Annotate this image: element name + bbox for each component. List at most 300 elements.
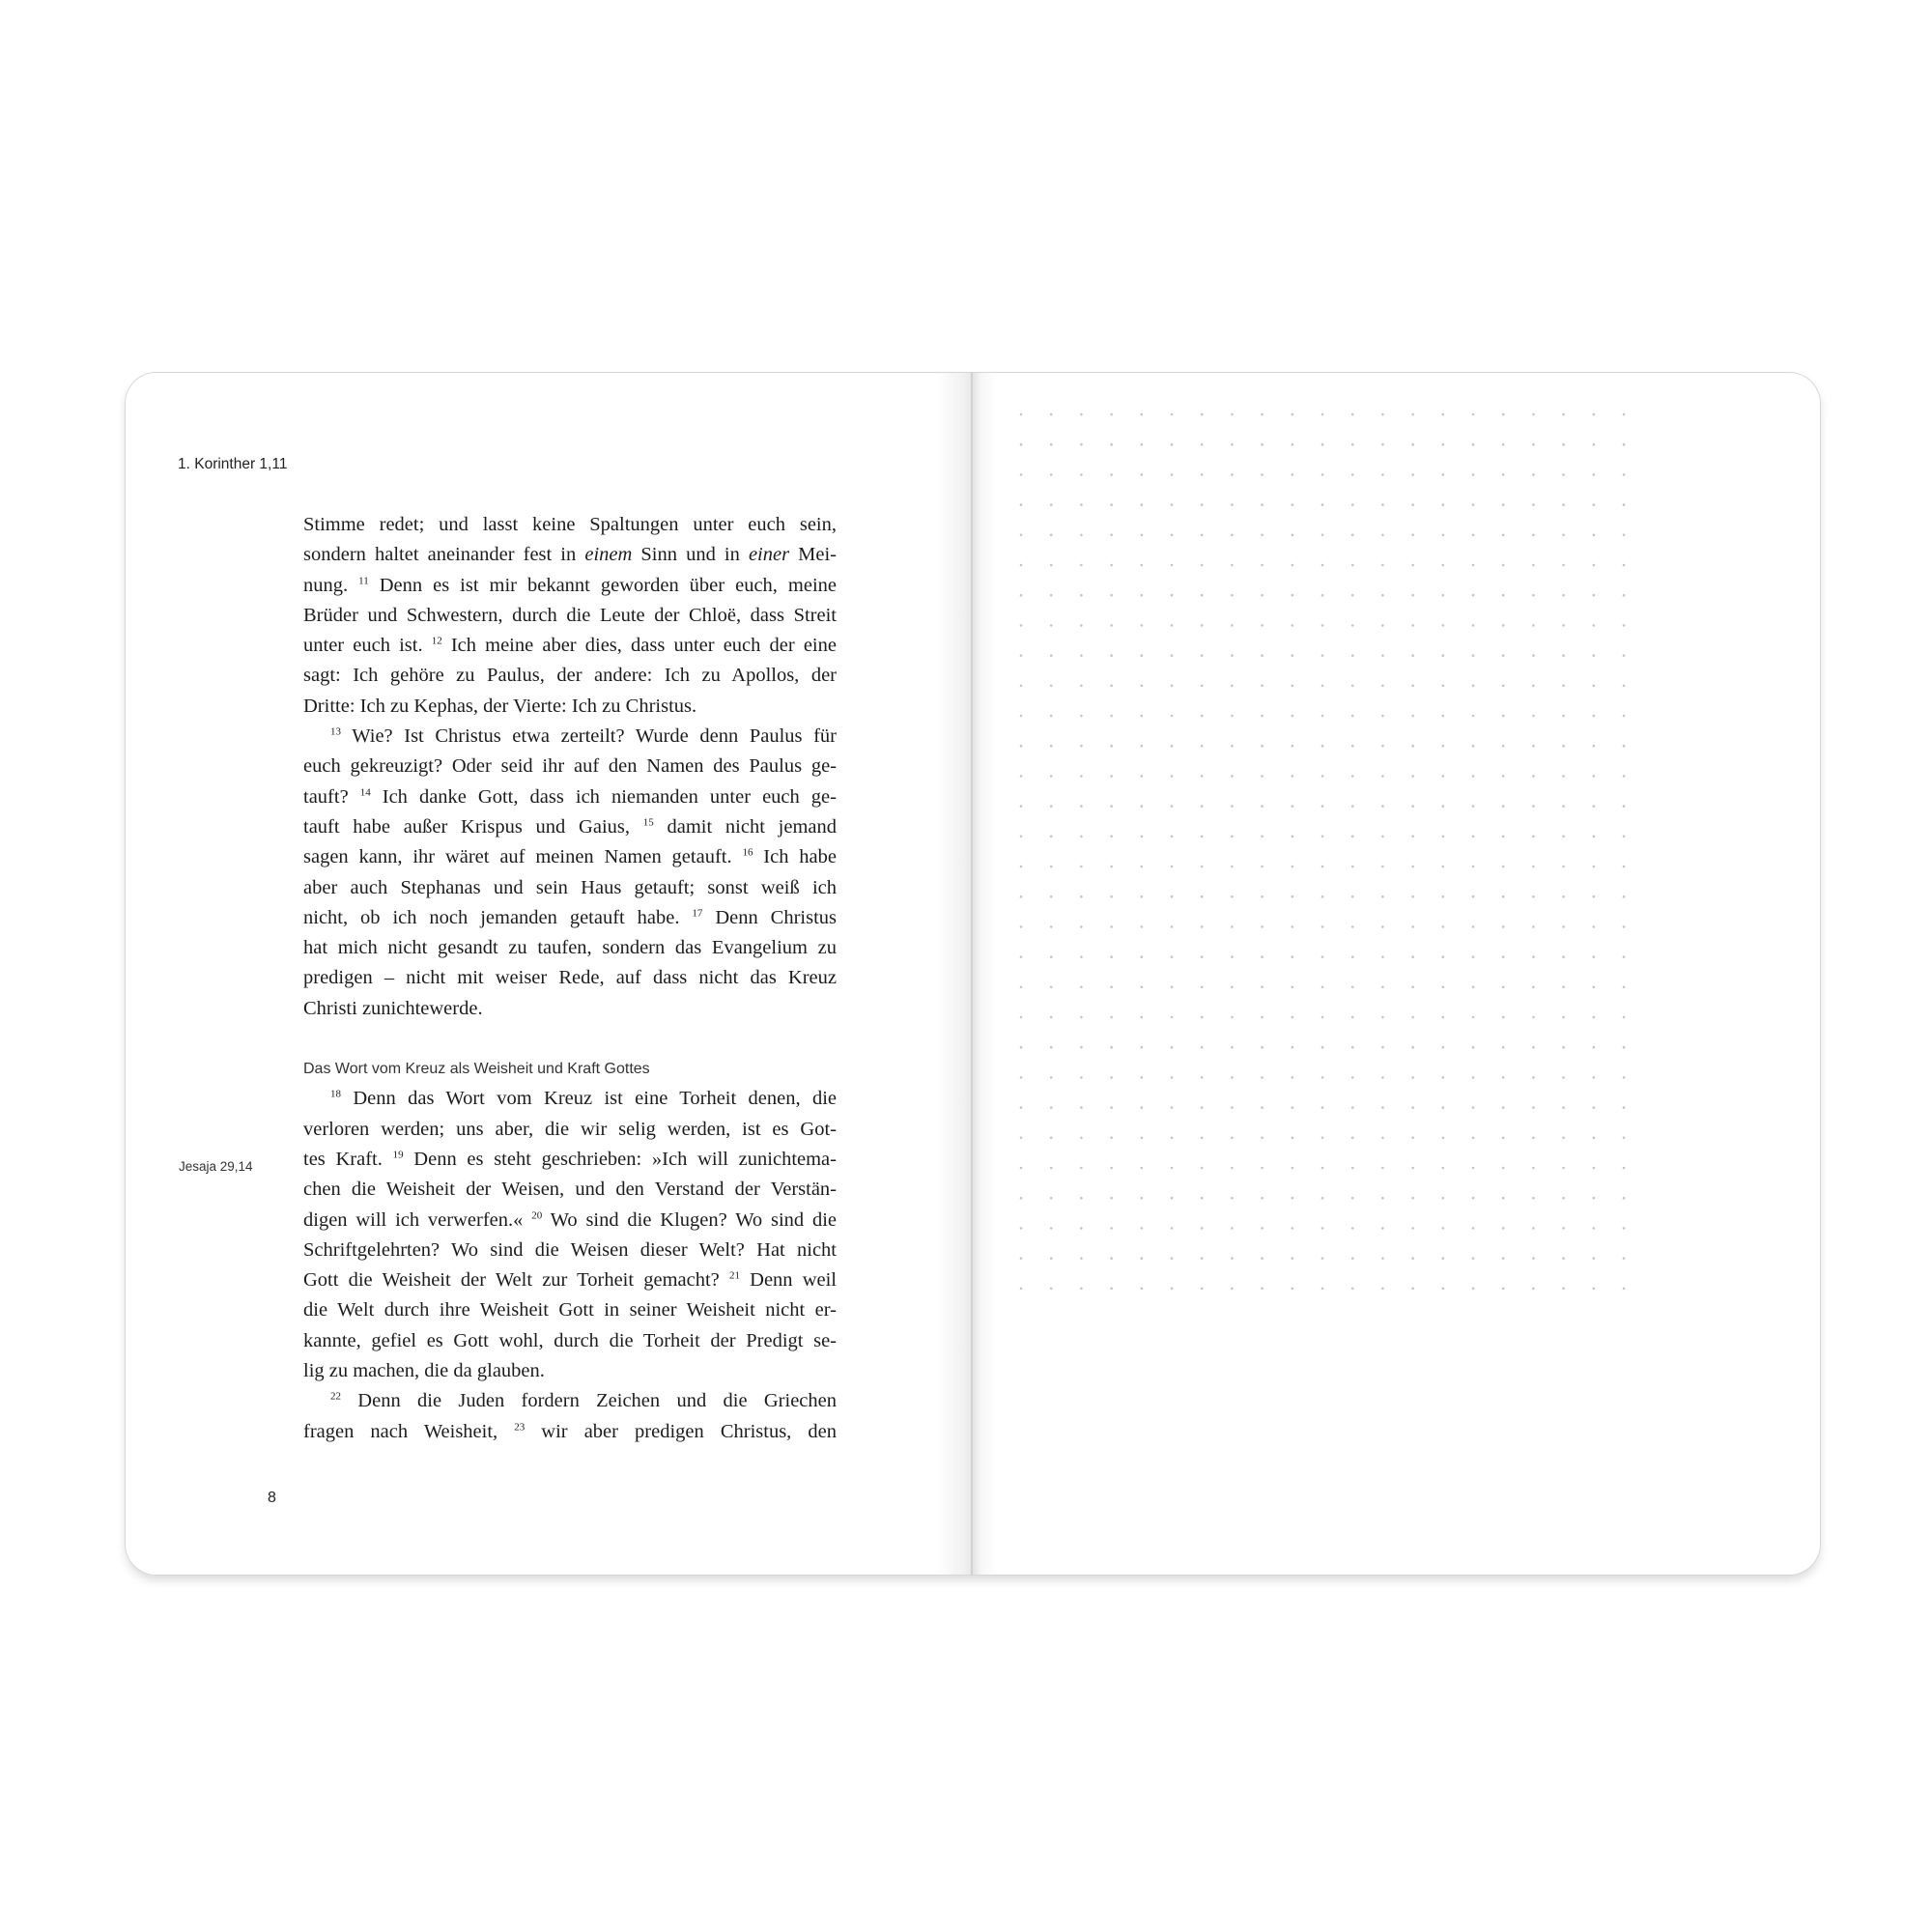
text-line: predigen – nicht mit weiser Rede, auf dass nicht das Kreuz (303, 967, 837, 989)
grid-dot (1171, 654, 1174, 657)
grid-dot (1141, 836, 1144, 838)
grid-dot (1442, 805, 1445, 808)
verse-number: 20 (531, 1208, 543, 1221)
grid-dot (1110, 986, 1113, 989)
grid-dot (1411, 654, 1414, 657)
grid-dot (1593, 1016, 1596, 1019)
grid-dot (1231, 836, 1234, 838)
grid-dot (1532, 805, 1535, 808)
grid-dot (1532, 745, 1535, 748)
grid-dot (1110, 1137, 1113, 1140)
grid-dot (1201, 715, 1204, 718)
grid-dot (1080, 745, 1083, 748)
grid-dot (1623, 1197, 1626, 1200)
grid-dot (1593, 473, 1596, 476)
grid-dot (1321, 443, 1324, 446)
grid-dot (1261, 473, 1264, 476)
grid-dot (1050, 1137, 1053, 1140)
grid-dot (1442, 955, 1445, 958)
grid-dot (1080, 1106, 1083, 1109)
verse-number: 14 (359, 785, 371, 798)
grid-dot (1532, 866, 1535, 868)
grid-dot (1381, 534, 1384, 537)
grid-dot (1321, 1137, 1324, 1140)
grid-dot (1292, 564, 1294, 567)
grid-dot (1020, 1076, 1023, 1079)
grid-dot (1201, 805, 1204, 808)
text-line: sagen kann, ihr wäret auf meinen Namen getauft. $^{16}$ Ich habe (303, 846, 837, 868)
grid-dot (1351, 1257, 1354, 1260)
grid-dot (1080, 624, 1083, 627)
grid-dot (1231, 624, 1234, 627)
grid-dot (1050, 1016, 1053, 1019)
grid-dot (1593, 1257, 1596, 1260)
grid-dot (1261, 955, 1264, 958)
grid-dot (1201, 503, 1204, 506)
grid-dot (1472, 1046, 1475, 1049)
grid-dot (1020, 443, 1023, 446)
grid-dot (1442, 745, 1445, 748)
grid-dot (1562, 564, 1565, 567)
grid-dot (1623, 1106, 1626, 1109)
grid-dot (1532, 1288, 1535, 1291)
dot-grid (972, 373, 1820, 1575)
text-line: aber auch Stephanas und sein Haus getauft; sonst weiß ich (303, 876, 837, 898)
grid-dot (1201, 1016, 1204, 1019)
grid-dot (1201, 745, 1204, 748)
grid-dot (1623, 775, 1626, 778)
grid-dot (1411, 1167, 1414, 1170)
grid-dot (1593, 1197, 1596, 1200)
grid-dot (1110, 1046, 1113, 1049)
grid-dot (1201, 1197, 1204, 1200)
grid-dot (1593, 413, 1596, 416)
grid-dot (1472, 473, 1475, 476)
grid-dot (1472, 1016, 1475, 1019)
grid-dot (1231, 1167, 1234, 1170)
grid-dot (1080, 1227, 1083, 1230)
grid-dot (1411, 925, 1414, 928)
spine-gutter (971, 373, 973, 1575)
grid-dot (1502, 1016, 1505, 1019)
grid-dot (1020, 836, 1023, 838)
grid-dot (1381, 1076, 1384, 1079)
grid-dot (1110, 534, 1113, 537)
grid-dot (1593, 564, 1596, 567)
grid-dot (1351, 443, 1354, 446)
grid-dot (1321, 564, 1324, 567)
grid-dot (1080, 1197, 1083, 1200)
grid-dot (1171, 866, 1174, 868)
grid-dot (1351, 1288, 1354, 1291)
grid-dot (1442, 413, 1445, 416)
grid-dot (1442, 715, 1445, 718)
grid-dot (1292, 986, 1294, 989)
grid-dot (1020, 1227, 1023, 1230)
text-line: die Welt durch ihre Weisheit Gott in seiner Weisheit nicht er- (303, 1299, 837, 1321)
grid-dot (1261, 1167, 1264, 1170)
grid-dot (1502, 1167, 1505, 1170)
grid-dot (1141, 443, 1144, 446)
grid-dot (1442, 836, 1445, 838)
grid-dot (1110, 443, 1113, 446)
grid-dot (1532, 534, 1535, 537)
grid-dot (1261, 594, 1264, 597)
grid-dot (1442, 1076, 1445, 1079)
grid-dot (1623, 1288, 1626, 1291)
grid-dot (1502, 624, 1505, 627)
grid-dot (1020, 503, 1023, 506)
grid-dot (1623, 925, 1626, 928)
grid-dot (1231, 594, 1234, 597)
grid-dot (1050, 1076, 1053, 1079)
grid-dot (1080, 805, 1083, 808)
grid-dot (1321, 1106, 1324, 1109)
grid-dot (1292, 955, 1294, 958)
grid-dot (1171, 413, 1174, 416)
right-page-dot-grid (972, 373, 1820, 1575)
grid-dot (1351, 685, 1354, 688)
grid-dot (1623, 1167, 1626, 1170)
grid-dot (1050, 1227, 1053, 1230)
grid-dot (1050, 715, 1053, 718)
grid-dot (1201, 534, 1204, 537)
grid-dot (1050, 745, 1053, 748)
grid-dot (1231, 866, 1234, 868)
grid-dot (1261, 895, 1264, 898)
grid-dot (1623, 534, 1626, 537)
grid-dot (1261, 1106, 1264, 1109)
grid-dot (1502, 473, 1505, 476)
grid-dot (1562, 413, 1565, 416)
grid-dot (1321, 1227, 1324, 1230)
grid-dot (1050, 685, 1053, 688)
grid-dot (1442, 866, 1445, 868)
grid-dot (1171, 594, 1174, 597)
grid-dot (1593, 805, 1596, 808)
grid-dot (1502, 805, 1505, 808)
grid-dot (1351, 1106, 1354, 1109)
grid-dot (1080, 1167, 1083, 1170)
grid-dot (1050, 473, 1053, 476)
grid-dot (1623, 986, 1626, 989)
grid-dot (1411, 1046, 1414, 1049)
grid-dot (1292, 1227, 1294, 1230)
grid-dot (1562, 1167, 1565, 1170)
grid-dot (1442, 473, 1445, 476)
grid-dot (1623, 413, 1626, 416)
grid-dot (1171, 503, 1174, 506)
grid-dot (1171, 1016, 1174, 1019)
grid-dot (1231, 1197, 1234, 1200)
grid-dot (1562, 1288, 1565, 1291)
grid-dot (1593, 715, 1596, 718)
grid-dot (1502, 1106, 1505, 1109)
grid-dot (1141, 473, 1144, 476)
grid-dot (1411, 895, 1414, 898)
grid-dot (1201, 443, 1204, 446)
grid-dot (1351, 413, 1354, 416)
grid-dot (1141, 1137, 1144, 1140)
grid-dot (1231, 1046, 1234, 1049)
grid-dot (1351, 925, 1354, 928)
grid-dot (1623, 1137, 1626, 1140)
grid-dot (1201, 1076, 1204, 1079)
grid-dot (1020, 925, 1023, 928)
grid-dot (1532, 1016, 1535, 1019)
grid-dot (1562, 805, 1565, 808)
grid-dot (1050, 1257, 1053, 1260)
grid-dot (1050, 654, 1053, 657)
grid-dot (1080, 836, 1083, 838)
grid-dot (1593, 1106, 1596, 1109)
grid-dot (1351, 895, 1354, 898)
grid-dot (1623, 1076, 1626, 1079)
grid-dot (1141, 1046, 1144, 1049)
grid-dot (1321, 925, 1324, 928)
grid-dot (1351, 1137, 1354, 1140)
grid-dot (1442, 986, 1445, 989)
grid-dot (1321, 503, 1324, 506)
grid-dot (1292, 1167, 1294, 1170)
grid-dot (1020, 564, 1023, 567)
grid-dot (1231, 685, 1234, 688)
grid-dot (1381, 775, 1384, 778)
grid-dot (1020, 866, 1023, 868)
grid-dot (1351, 1197, 1354, 1200)
grid-dot (1351, 594, 1354, 597)
text-line: kannte, gefiel es Gott wohl, durch die Torheit der Predigt se- (303, 1329, 837, 1351)
grid-dot (1231, 986, 1234, 989)
verse-number: 22 (330, 1390, 341, 1403)
grid-dot (1411, 1076, 1414, 1079)
grid-dot (1171, 805, 1174, 808)
grid-dot (1141, 775, 1144, 778)
grid-dot (1110, 1076, 1113, 1079)
text-line: $^{22}$ Denn die Juden fordern Zeichen und die Griechen (330, 1390, 837, 1412)
grid-dot (1201, 1257, 1204, 1260)
grid-dot (1261, 805, 1264, 808)
grid-dot (1381, 805, 1384, 808)
grid-dot (1593, 503, 1596, 506)
grid-dot (1532, 1167, 1535, 1170)
grid-dot (1321, 654, 1324, 657)
grid-dot (1201, 1046, 1204, 1049)
grid-dot (1231, 745, 1234, 748)
grid-dot (1532, 775, 1535, 778)
grid-dot (1321, 1257, 1324, 1260)
grid-dot (1502, 1227, 1505, 1230)
scripture-text (303, 510, 837, 1447)
grid-dot (1411, 1257, 1414, 1260)
grid-dot (1080, 715, 1083, 718)
grid-dot (1593, 1046, 1596, 1049)
grid-dot (1292, 624, 1294, 627)
grid-dot (1201, 624, 1204, 627)
grid-dot (1381, 1016, 1384, 1019)
grid-dot (1381, 1288, 1384, 1291)
grid-dot (1292, 685, 1294, 688)
grid-dot (1502, 836, 1505, 838)
grid-dot (1201, 473, 1204, 476)
grid-dot (1623, 715, 1626, 718)
grid-dot (1321, 866, 1324, 868)
grid-dot (1351, 775, 1354, 778)
grid-dot (1171, 925, 1174, 928)
grid-dot (1472, 594, 1475, 597)
grid-dot (1502, 895, 1505, 898)
grid-dot (1442, 685, 1445, 688)
grid-dot (1321, 986, 1324, 989)
grid-dot (1381, 685, 1384, 688)
grid-dot (1292, 1257, 1294, 1260)
grid-dot (1141, 413, 1144, 416)
grid-dot (1472, 534, 1475, 537)
grid-dot (1593, 925, 1596, 928)
grid-dot (1080, 1076, 1083, 1079)
grid-dot (1050, 1046, 1053, 1049)
text-line: tauft habe außer Krispus und Gaius, $^{15}$ damit nicht jemand (303, 815, 837, 838)
grid-dot (1532, 413, 1535, 416)
grid-dot (1442, 1167, 1445, 1170)
grid-dot (1292, 1106, 1294, 1109)
grid-dot (1261, 564, 1264, 567)
grid-dot (1623, 654, 1626, 657)
grid-dot (1532, 986, 1535, 989)
grid-dot (1502, 866, 1505, 868)
grid-dot (1381, 654, 1384, 657)
grid-dot (1351, 1167, 1354, 1170)
grid-dot (1020, 715, 1023, 718)
grid-dot (1110, 836, 1113, 838)
grid-dot (1292, 745, 1294, 748)
grid-dot (1411, 624, 1414, 627)
grid-dot (1020, 413, 1023, 416)
grid-dot (1442, 594, 1445, 597)
grid-dot (1231, 473, 1234, 476)
grid-dot (1080, 955, 1083, 958)
grid-dot (1080, 986, 1083, 989)
grid-dot (1562, 594, 1565, 597)
grid-dot (1020, 1197, 1023, 1200)
grid-dot (1562, 836, 1565, 838)
grid-dot (1080, 866, 1083, 868)
grid-dot (1442, 1046, 1445, 1049)
verse-number: 16 (742, 846, 753, 859)
grid-dot (1381, 986, 1384, 989)
grid-dot (1080, 594, 1083, 597)
grid-dot (1472, 745, 1475, 748)
grid-dot (1562, 1076, 1565, 1079)
grid-dot (1472, 413, 1475, 416)
grid-dot (1562, 624, 1565, 627)
grid-dot (1231, 955, 1234, 958)
grid-dot (1141, 564, 1144, 567)
grid-dot (1623, 503, 1626, 506)
grid-dot (1502, 654, 1505, 657)
grid-dot (1261, 1288, 1264, 1291)
grid-dot (1141, 1257, 1144, 1260)
grid-dot (1171, 473, 1174, 476)
grid-dot (1442, 443, 1445, 446)
grid-dot (1623, 443, 1626, 446)
grid-dot (1472, 805, 1475, 808)
grid-dot (1141, 745, 1144, 748)
grid-dot (1110, 413, 1113, 416)
grid-dot (1381, 1167, 1384, 1170)
grid-dot (1321, 895, 1324, 898)
grid-dot (1532, 624, 1535, 627)
grid-dot (1593, 775, 1596, 778)
grid-dot (1321, 594, 1324, 597)
grid-dot (1261, 443, 1264, 446)
running-head: 1. Korinther 1,11 (178, 456, 288, 472)
grid-dot (1411, 805, 1414, 808)
grid-dot (1321, 1016, 1324, 1019)
grid-dot (1472, 895, 1475, 898)
grid-dot (1292, 503, 1294, 506)
grid-dot (1381, 866, 1384, 868)
grid-dot (1201, 925, 1204, 928)
text-line: lig zu machen, die da glauben. (303, 1360, 545, 1382)
grid-dot (1141, 1288, 1144, 1291)
grid-dot (1381, 836, 1384, 838)
grid-dot (1261, 1197, 1264, 1200)
grid-dot (1110, 895, 1113, 898)
grid-dot (1351, 1046, 1354, 1049)
grid-dot (1292, 594, 1294, 597)
grid-dot (1261, 715, 1264, 718)
grid-dot (1050, 836, 1053, 838)
grid-dot (1351, 745, 1354, 748)
grid-dot (1050, 413, 1053, 416)
grid-dot (1020, 1016, 1023, 1019)
grid-dot (1562, 955, 1565, 958)
grid-dot (1472, 564, 1475, 567)
text-line: Dritte: Ich zu Kephas, der Vierte: Ich zu Christus. (303, 695, 697, 717)
grid-dot (1321, 1076, 1324, 1079)
grid-dot (1141, 1016, 1144, 1019)
grid-dot (1141, 986, 1144, 989)
grid-dot (1110, 1106, 1113, 1109)
grid-dot (1292, 1016, 1294, 1019)
grid-dot (1593, 745, 1596, 748)
grid-dot (1593, 534, 1596, 537)
grid-dot (1231, 1106, 1234, 1109)
grid-dot (1141, 1197, 1144, 1200)
grid-dot (1562, 775, 1565, 778)
grid-dot (1050, 1288, 1053, 1291)
grid-dot (1623, 564, 1626, 567)
grid-dot (1050, 1106, 1053, 1109)
grid-dot (1321, 955, 1324, 958)
grid-dot (1532, 925, 1535, 928)
grid-dot (1532, 895, 1535, 898)
grid-dot (1562, 895, 1565, 898)
grid-dot (1381, 1257, 1384, 1260)
grid-dot (1442, 654, 1445, 657)
grid-dot (1110, 685, 1113, 688)
grid-dot (1141, 1227, 1144, 1230)
grid-dot (1141, 1167, 1144, 1170)
grid-dot (1411, 1197, 1414, 1200)
grid-dot (1261, 866, 1264, 868)
grid-dot (1562, 473, 1565, 476)
grid-dot (1321, 1046, 1324, 1049)
grid-dot (1050, 805, 1053, 808)
grid-dot (1623, 1227, 1626, 1230)
grid-dot (1442, 1106, 1445, 1109)
